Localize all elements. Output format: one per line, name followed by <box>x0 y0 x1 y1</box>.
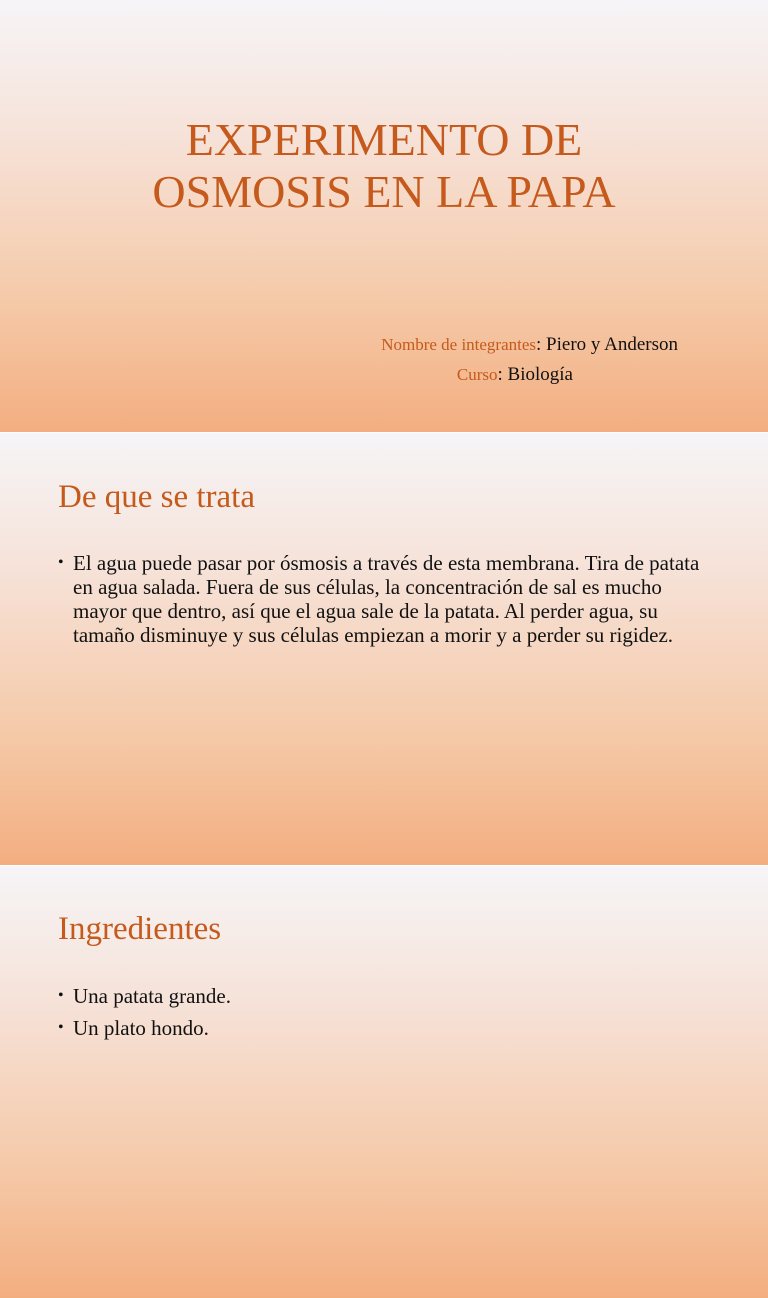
slide-description <box>0 433 768 865</box>
list-item <box>58 551 708 647</box>
presentation-title <box>0 114 768 218</box>
bullet-text: Una patata grande. <box>73 984 232 1008</box>
title-line-1: EXPERIMENTO DE <box>185 114 583 165</box>
bullet-dot: • <box>58 987 64 1004</box>
slide-ingredients <box>0 866 768 1298</box>
slide-heading: De que se trata <box>58 479 255 515</box>
course-line <box>457 364 573 386</box>
members-value: : Piero y Anderson <box>536 334 678 355</box>
bullet-list <box>58 984 708 1048</box>
title-line-2: OSMOSIS EN LA PAPA <box>152 166 616 217</box>
bullet-list <box>58 551 708 655</box>
course-label: Curso <box>456 365 498 384</box>
members-label: Nombre de integrantes <box>381 335 537 354</box>
bullet-dot: • <box>58 1019 64 1036</box>
list-item <box>58 1016 708 1040</box>
bullet-dot: • <box>58 554 64 571</box>
course-value: : Biología <box>497 364 573 385</box>
bullet-text: El agua puede pasar por ósmosis a través de esta membrana. Tira de patata en agua salada. Fuera de sus células, la concentración de sal es mucho mayor que dentro, así que el agua sale de la patata. Al perder agua, su tamaño disminuye y sus células empiezan a morir y a perder su rigidez. <box>73 551 700 647</box>
bullet-text: Un plato hondo. <box>73 1016 209 1040</box>
slide-title <box>0 0 768 432</box>
slide-heading: Ingredientes <box>58 911 222 947</box>
list-item <box>58 984 708 1008</box>
members-line <box>381 334 678 356</box>
